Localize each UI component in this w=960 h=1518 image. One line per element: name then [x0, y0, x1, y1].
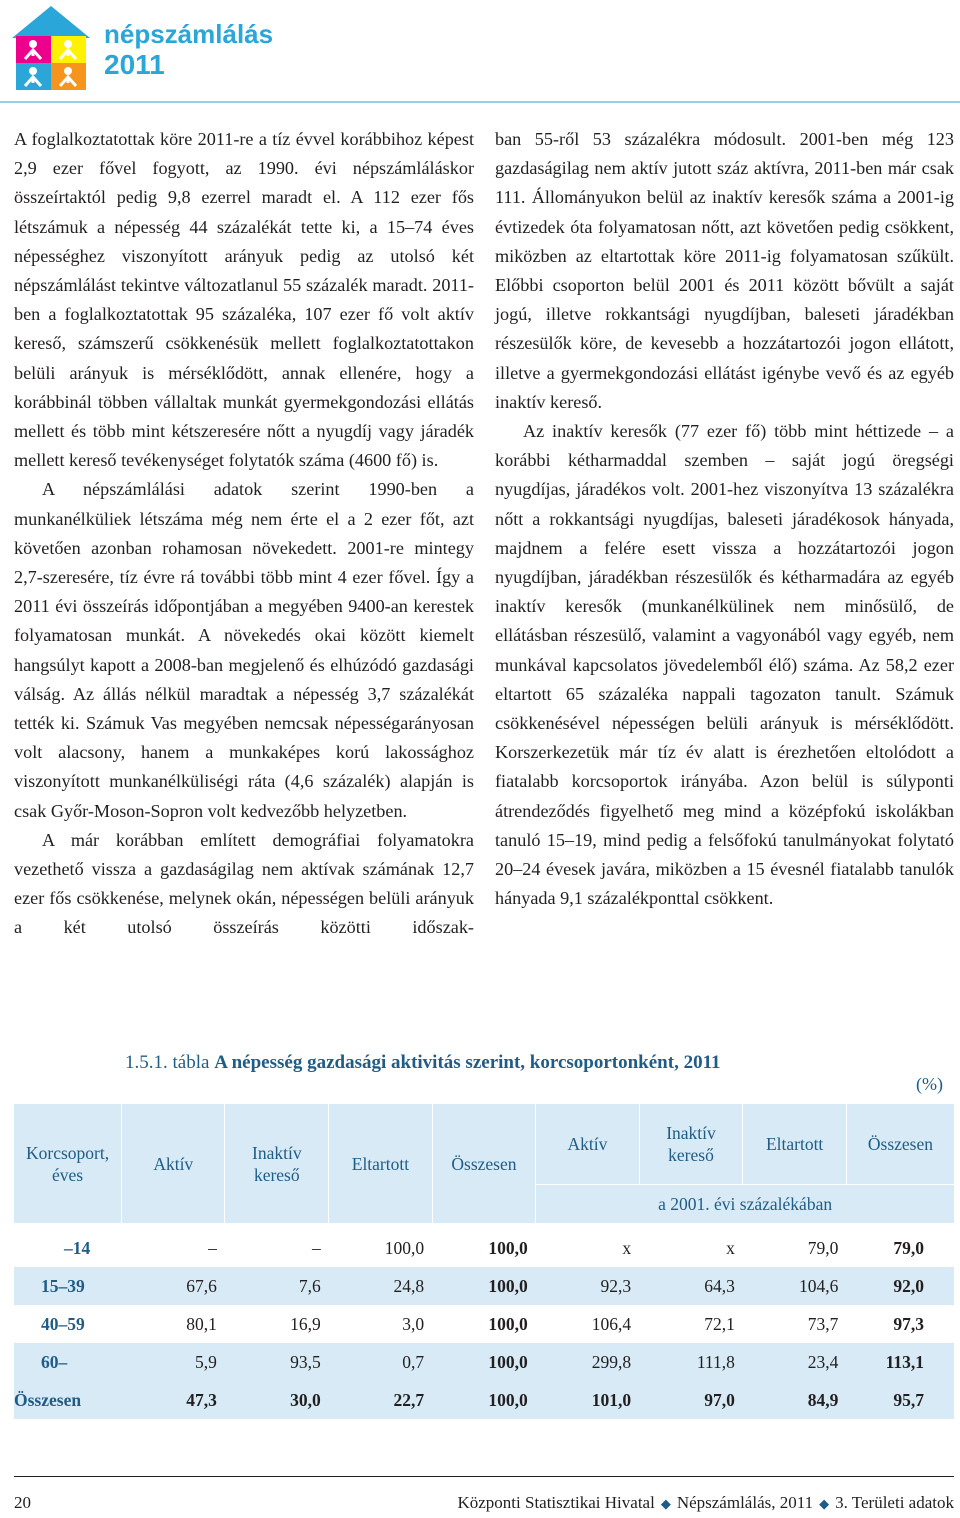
header-aktiv-2001: Aktív [536, 1104, 639, 1185]
cell: – [208, 1237, 217, 1258]
header-inaktiv-2001: Inaktív kereső [639, 1104, 743, 1185]
cell: 16,9 [290, 1313, 321, 1334]
cell: 92,0 [846, 1267, 954, 1305]
page-number: 20 [14, 1493, 31, 1512]
cell: 100,0 [488, 1313, 528, 1334]
table-row [14, 1229, 954, 1267]
cell: 100,0 [432, 1343, 536, 1381]
left-text-column [14, 125, 474, 943]
row-label: 60– [41, 1351, 68, 1372]
table-number: 1.5.1. tábla [125, 1052, 210, 1073]
cell: 80,1 [186, 1313, 217, 1334]
footer-divider [14, 1476, 954, 1477]
census-logo [8, 4, 308, 94]
cell: 97,3 [893, 1313, 924, 1334]
row-label: Összesen [14, 1389, 82, 1410]
table-caption [125, 1050, 721, 1076]
table-row [14, 1267, 954, 1305]
cell: 0,7 [329, 1343, 432, 1381]
diamond-icon: ◆ [819, 1496, 830, 1511]
cell: 79,0 [893, 1237, 924, 1258]
paragraph: ban 55-ről 53 százalékra módosult. 2001-ben még 123 gazdaságilag nem aktív jutott száz aktívra, 2011-ben már csak 111. Állományukon belül az inaktív keresők száma a 2001-ig évtizedek óta folyamatosan nőtt, azt követően pedig csökkent, miközben az eltartottak köre 2011-ig folyamatosan szűkült. Előbbi csoporton belül 2001 és 2011 között bővült a saját jogú, illetve rokkantsági nyugdíjban, baleseti járadékban részesülők köre, de kevesebb a hozzátartozói jogon ellátott, illetve a gyermekgondozási ellátást igénybe vevő és az egyéb inaktív kereső. [495, 129, 954, 412]
cell: 84,9 [743, 1381, 846, 1419]
header-osszesen-2001: Összesen [846, 1104, 954, 1185]
activity-table [14, 1104, 954, 1419]
paragraph: A foglalkoztatottak köre 2011-re a tíz évvel korábbihoz képest 2,9 ezer fővel fogyott, az 1990. évi népszámláláskor összeírtaktól pedig 9,8 ezerrel maradt el. A 112 ezer fős létszámuk a népesség 44 százalékát tette ki, a 15–74 éves népességhez viszonyított arányuk pedig az utolsó két népszámlálást tekintve változatlanul 55 százalék maradt. 2011-ben a foglalkoztatottak 95 százaléka, 107 ezer fő volt aktív kereső, számszerű csökkenésük mellett foglalkoztatottakon belüli arányuk is mérséklődött, annak ellenére, hogy a korábbinál többen vállaltak munkát gyermekgondozási ellátás mellett és több mint kétszeresére nőtt a nyugdíj vagy járadék mellett kereső tevékenységet folytatók száma (4600 fő) is. [14, 129, 474, 471]
header-osszesen: Összesen [432, 1104, 536, 1223]
logo-year: 2011 [104, 49, 165, 80]
cell: 24,8 [329, 1267, 432, 1305]
footer-publisher: Központi Statisztikai Hivatal [457, 1493, 655, 1512]
cell: x [622, 1237, 632, 1258]
footer-credits [457, 1492, 954, 1515]
cell: 64,3 [639, 1267, 743, 1305]
table-unit: (%) [916, 1074, 943, 1094]
row-label: 15–39 [41, 1275, 85, 1296]
cell: 30,0 [225, 1381, 329, 1419]
table-row [14, 1305, 954, 1343]
right-text-column [495, 125, 954, 913]
footer-section: 3. Területi adatok [835, 1493, 954, 1512]
table-row-total [14, 1381, 954, 1419]
cell: 299,8 [536, 1343, 639, 1381]
cell: 100,0 [488, 1237, 528, 1258]
paragraph: Az inaktív keresők (77 ezer fő) több mint héttizede – a korábbi kétharmaddal szemben – saját jogú öregségi nyugdíjas, járadékos volt. 2001-hez viszonyítva 13 százalékra nőtt a rokkantsági nyugdíjas, baleseti járadékosok hányada, majdnem a felére esett vissza a hozzátartozói jogon nyugdíjban, járadékban részesülők és kétharmadára az egyéb inaktív keresők (munkanélkülinek nem minősülő, de ellátásban részesülő, valamint a vagyonából vagy egyéb, nem munkával kapcsolatos jövedelemből élő) száma. Az 58,2 ezer eltartott 65 százaléka nappali tagozaton tanult. Számuk csökkenésével népességen belüli arányuk is mérséklődött. Korszerkezetük már tíz év alatt is érezhetően eltolódott a fiatalabb korcsoportok irányába. Azon belül is súlyponti átrendeződés figyelhető meg mind a középfokú iskolákban tanuló 15–19, mind pedig a felsőfokú tanulmányokat folytató 20–24 évesek javára, miközben a 15 évesnél fiatalabb tanulók hányada 9,1 százalékponttal csökkent. [495, 421, 954, 909]
row-label: 40–59 [41, 1313, 85, 1334]
cell: 100,0 [432, 1267, 536, 1305]
cell: 106,4 [591, 1313, 632, 1334]
header-divider [0, 101, 960, 103]
cell: x [726, 1237, 735, 1258]
paragraph: A népszámlálási adatok szerint 1990-ben a munkanélküliek létszáma még nem érte el a 2 ezer főt, azt követően azonban rohamosan növekedett. 2001-re mintegy 2,7-szeresére, tíz évre rá további több mint 4 ezer fővel. Így a 2011 évi összeírás időpontjában a megyében 9400-an kerestek folyamatosan munkát. A növekedés okai között kiemelt hangsúlyt kapott a 2008-ban megjelenő és elhúzódó gazdasági válság. Az állás nélkül maradtak a népesség 3,7 százalékát tették ki. Számuk Vas megyében nemcsak népességarányosan volt alacsony, hanem a munkaképes korú lakossághoz viszonyított munkanélküliségi ráta (4,6 százalék) alapján is csak Győr-Moson-Sopron volt kedvezőbb helyzetben. [14, 479, 474, 821]
cell: 72,1 [704, 1313, 735, 1334]
paragraph: A már korábban említett demográfiai folyamatokra vezethető vissza a gazdaságilag nem aktívak számának 12,7 ezer fős csökkenése, melynek okán, népességen belüli arányuk a két utolsó összeírás közötti időszak- [14, 829, 474, 938]
footer-series: Népszámlálás, 2011 [676, 1493, 814, 1512]
census-logo-mark [8, 4, 94, 92]
cell: 100,0 [384, 1237, 425, 1258]
header-2001-percent: a 2001. évi százalékában [536, 1185, 954, 1224]
logo-wordmark: népszámlálás [104, 19, 274, 49]
cell: 95,7 [846, 1381, 954, 1419]
cell: 101,0 [536, 1381, 639, 1419]
row-label: –14 [64, 1237, 91, 1258]
cell: 97,0 [639, 1381, 743, 1419]
header-age-group: Korcsoport, éves [14, 1104, 122, 1223]
header-aktiv: Aktív [122, 1104, 225, 1223]
header-eltartott-2001: Eltartott [743, 1104, 846, 1185]
cell: 67,6 [122, 1267, 225, 1305]
header-eltartott: Eltartott [329, 1104, 432, 1223]
cell: 23,4 [743, 1343, 846, 1381]
table-row [14, 1343, 954, 1381]
cell: 7,6 [225, 1267, 329, 1305]
cell: 79,0 [807, 1237, 839, 1258]
cell: – [311, 1237, 321, 1258]
cell: 22,7 [329, 1381, 432, 1419]
diamond-icon: ◆ [660, 1496, 671, 1511]
cell: 111,8 [639, 1343, 743, 1381]
table-header-row [14, 1104, 954, 1185]
cell: 3,0 [402, 1313, 425, 1334]
cell: 113,1 [846, 1343, 954, 1381]
cell: 47,3 [122, 1381, 225, 1419]
header-inaktiv: Inaktív kereső [225, 1104, 329, 1223]
cell: 104,6 [743, 1267, 846, 1305]
cell: 73,7 [807, 1313, 839, 1334]
cell: 5,9 [122, 1343, 225, 1381]
table-title: A népesség gazdasági aktivitás szerint, korcsoportonként, 2011 [214, 1052, 721, 1073]
cell: 92,3 [536, 1267, 639, 1305]
cell: 93,5 [225, 1343, 329, 1381]
cell: 100,0 [432, 1381, 536, 1419]
